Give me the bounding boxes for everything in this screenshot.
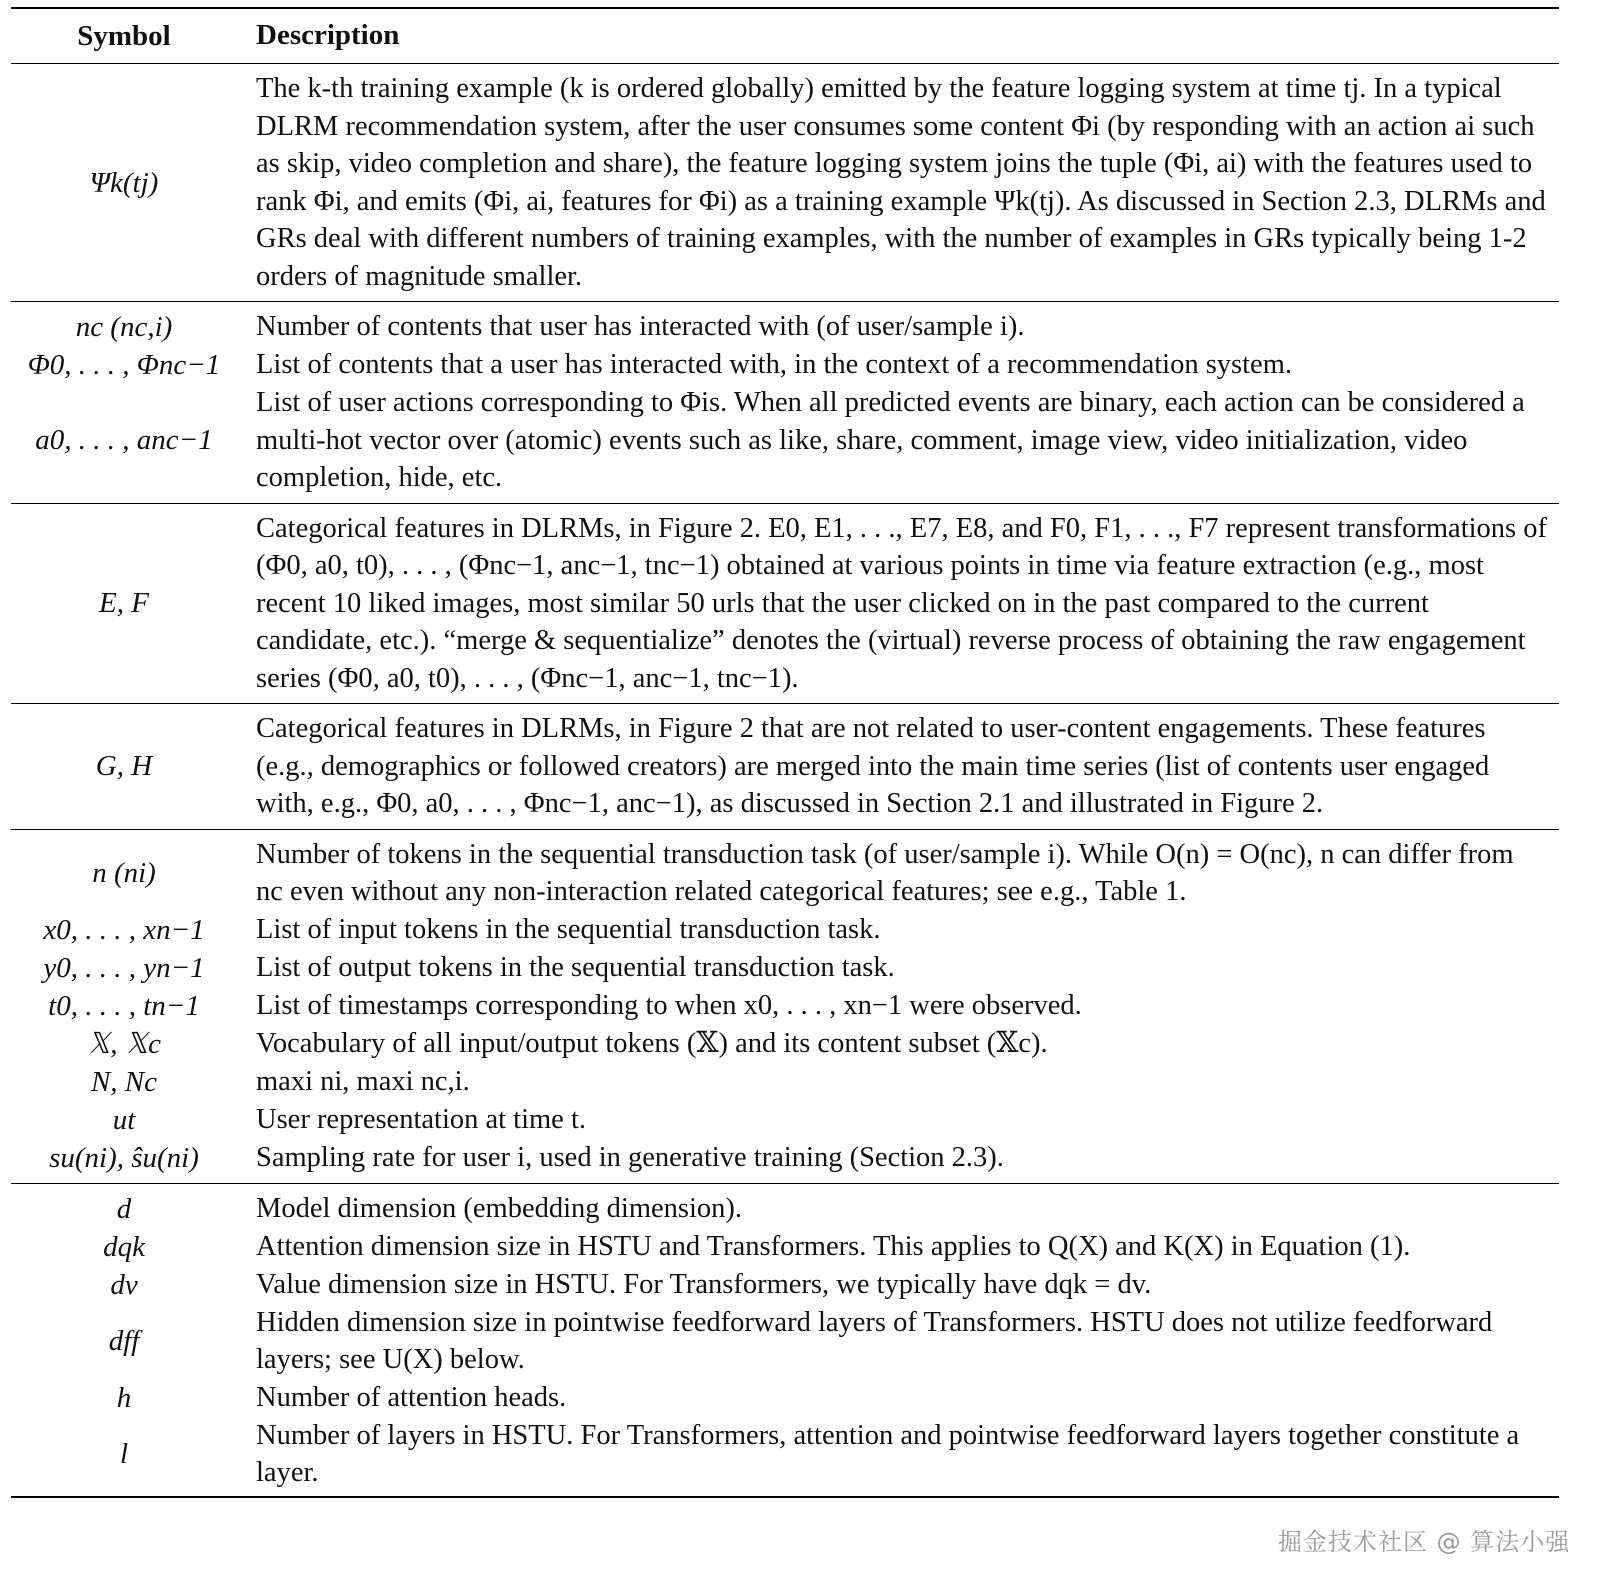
symbol-cell: E, F (99, 587, 149, 620)
description-cell: Number of tokens in the sequential transduction task (of user/sample i). While O(n) = O(nc), n can differ from nc even without any non-interaction related categorical features; see e.g., Table 1. (256, 838, 1514, 907)
table-section (11, 302, 1559, 504)
description-cell: Model dimension (embedding dimension). (256, 1192, 743, 1224)
description-cell: Number of attention heads. (256, 1381, 567, 1413)
description-cell: List of output tokens in the sequential transduction task. (256, 951, 895, 983)
symbol-cell: ut (112, 1103, 136, 1136)
description-cell: List of contents that a user has interacted with, in the context of a recommendation system. (256, 349, 1292, 381)
symbol-cell: Φ0, . . . , Φnc−1 (27, 349, 221, 381)
table-section (11, 64, 1559, 302)
table-row (11, 384, 1559, 497)
table-row (11, 308, 1559, 346)
table-row (11, 1417, 1559, 1492)
symbol-cell: dv (110, 1268, 138, 1301)
symbol-cell: n (ni) (92, 857, 156, 889)
table-row (11, 1266, 1559, 1304)
watermark: 掘金技术社区 @ 算法小强 (1278, 1528, 1571, 1556)
table-section (11, 830, 1559, 1184)
symbol-cell: nc (nc,i) (75, 311, 173, 343)
symbol-cell: dqk (103, 1230, 145, 1263)
symbol-cell: d (116, 1192, 132, 1225)
table-row (11, 987, 1559, 1025)
table-row (11, 1304, 1559, 1379)
description-column-header: Description (256, 19, 400, 52)
description-cell: List of user actions corresponding to Φis. When all predicted events are binary, each action can be considered a multi-hot vector over (atomic) events such as like, share, comment, image view, video initialization, video completion, hide, etc. (256, 387, 1525, 493)
table-row (11, 1139, 1559, 1177)
description-cell: Number of layers in HSTU. For Transformers, attention and pointwise feedforward layers together constitute a layer. (256, 1419, 1520, 1488)
table-section (11, 504, 1559, 705)
table-row (11, 1228, 1559, 1266)
symbol-cell: N, Nc (90, 1065, 158, 1098)
symbol-cell: h (116, 1381, 132, 1414)
description-cell: The k-th training example (k is ordered globally) emitted by the feature logging system at time tj. In a typical DLRM recommendation system, after the user consumes some content Φi (by responding with an action ai such as skip, video completion and share), the feature logging system joins the tuple (Φi, ai) with the features used to rank Φi, and emits (Φi, ai, features for Φi) as a training example Ψk(tj). As discussed in Section 2.3, DLRMs and GRs deal with different numbers of training examples, with the number of examples in GRs typically being 1-2 orders of magnitude smaller. (256, 73, 1546, 292)
table-row (11, 1101, 1559, 1139)
description-cell: maxi ni, maxi nc,i. (256, 1065, 470, 1097)
table-row (11, 1190, 1559, 1228)
symbol-cell: Ψk(tj) (89, 166, 159, 199)
table-row (11, 1063, 1559, 1101)
table-section (11, 704, 1559, 830)
symbol-cell: su(ni), ŝu(ni) (49, 1141, 199, 1174)
symbol-cell: 𝕏, 𝕏c (86, 1027, 162, 1060)
description-cell: Attention dimension size in HSTU and Transformers. This applies to Q(X) and K(X) in Equation (1). (256, 1230, 1411, 1262)
description-cell: Hidden dimension size in pointwise feedforward layers of Transformers. HSTU does not utilize feedforward layers; see U(X) below. (256, 1306, 1493, 1375)
table-row (11, 710, 1559, 823)
symbol-cell: dff (108, 1325, 140, 1357)
table-header (11, 9, 1559, 64)
symbol-cell: t0, . . . , tn−1 (48, 989, 200, 1022)
table-row (11, 949, 1559, 987)
table-row (11, 70, 1559, 295)
description-cell: Categorical features in DLRMs, in Figure 2. E0, E1, . . ., E7, E8, and F0, F1, . . ., F7 represent transformations of (Φ0, a0, t0), . . . , (Φnc−1, anc−1, tnc−1) obtained at various points in time via feature extraction (e.g., most recent 10 liked images, most similar 50 urls that the user clicked on in the past compared to the current candidate, etc.). “merge & sequentialize” denotes the (virtual) reverse process of obtaining the raw engagement series (Φ0, a0, t0), . . . , (Φnc−1, anc−1, tnc−1). (256, 512, 1547, 694)
symbol-cell: l (119, 1438, 129, 1470)
table-row (11, 1025, 1559, 1063)
description-cell: List of input tokens in the sequential transduction task. (256, 913, 881, 945)
description-cell: Categorical features in DLRMs, in Figure 2 that are not related to user-content engagements. These features (e.g., demographics or followed creators) are merged into the main time series (list of contents user engaged with, e.g., Φ0, a0, . . . , Φnc−1, anc−1), as discussed in Section 2.1 and illustrated in Figure 2. (256, 713, 1490, 819)
symbol-column-header: Symbol (77, 20, 171, 52)
symbol-cell: G, H (95, 750, 153, 783)
table-row (11, 510, 1559, 698)
table-row (11, 911, 1559, 949)
description-cell: Value dimension size in HSTU. For Transformers, we typically have dqk = dv. (256, 1268, 1152, 1300)
symbol-cell: x0, . . . , xn−1 (43, 913, 205, 946)
description-cell: Vocabulary of all input/output tokens (𝕏) and its content subset (𝕏c). (256, 1027, 1048, 1059)
description-cell: User representation at time t. (256, 1103, 587, 1135)
table-section (11, 1184, 1559, 1496)
description-cell: List of timestamps corresponding to when x0, . . . , xn−1 were observed. (256, 989, 1082, 1021)
notation-table (11, 7, 1559, 1498)
description-cell: Sampling rate for user i, used in generative training (Section 2.3). (256, 1141, 1004, 1173)
table-row (11, 836, 1559, 911)
description-cell: Number of contents that user has interacted with (of user/sample i). (256, 311, 1025, 343)
table-row (11, 346, 1559, 384)
symbol-cell: a0, . . . , anc−1 (35, 424, 213, 457)
symbol-cell: y0, . . . , yn−1 (43, 951, 205, 984)
table-row (11, 1379, 1559, 1417)
